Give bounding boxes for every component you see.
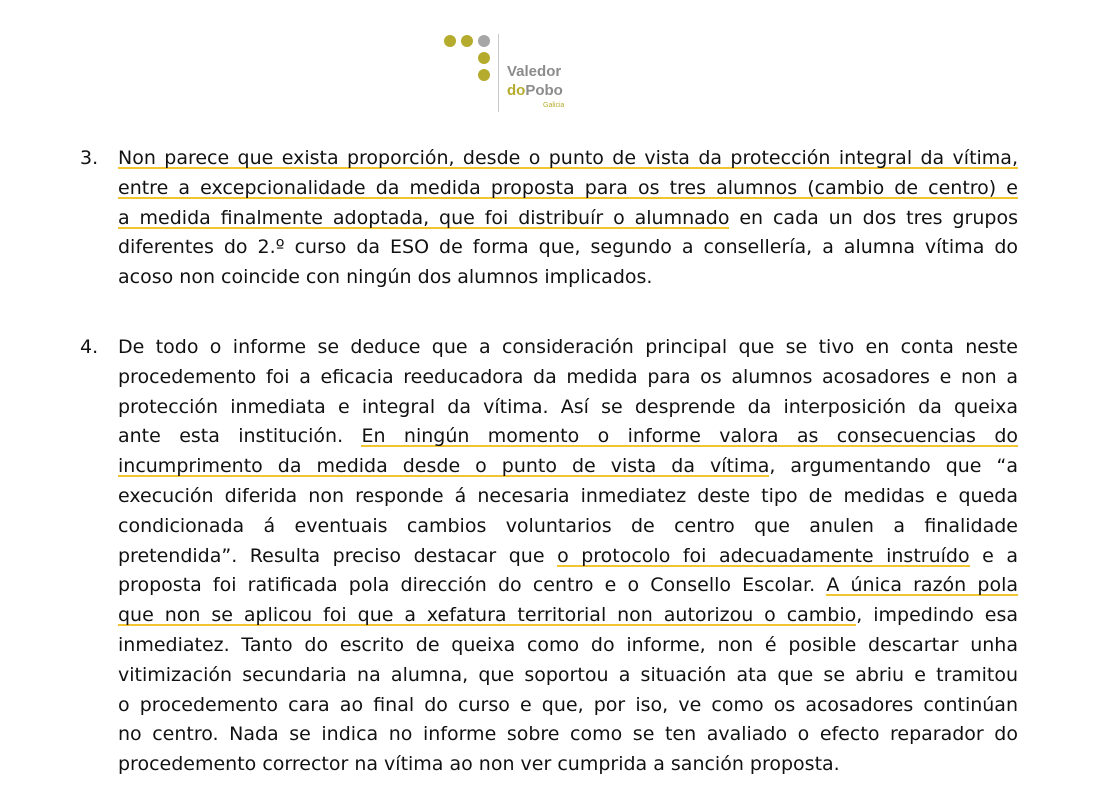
paragraph-item-4 (118, 333, 1018, 780)
paragraph-line (118, 263, 1018, 293)
text-segment: no centro. Nada se indica no informe sobre como se ten avaliado o efecto reparador do (118, 723, 1018, 746)
paragraph-line (118, 601, 1018, 631)
text-segment: , argumentando que “a (769, 455, 1018, 478)
logo-name-pobo: Pobo (525, 82, 563, 99)
paragraph-line (118, 422, 1018, 452)
logo-name-do: do (507, 82, 526, 99)
paragraph-line (118, 571, 1018, 601)
paragraph-line (118, 482, 1018, 512)
logo-dot (444, 35, 456, 47)
paragraph-line (118, 720, 1018, 750)
logo-dot (461, 35, 473, 47)
text-segment: procedemento foi a eficacia reeducadora da medida para os alumnos acosadores e non a (118, 365, 1018, 388)
highlighted-text: que non se aplicou foi que a xefatura territorial non autorizou o cambio (118, 604, 857, 627)
paragraph-line (118, 174, 1018, 204)
text-segment: diferentes do 2.º curso da ESO de forma que, segundo a consellería, a alumna vítima do (118, 236, 1018, 259)
logo-region: Galicia (543, 102, 565, 109)
highlighted-text: a medida finalmente adoptada, que foi distribuír o alumnado (118, 206, 730, 229)
text-segment: De todo o informe se deduce que a consideración principal que se tivo en conta neste (118, 336, 1018, 358)
logo-dot (478, 35, 490, 47)
logo-name-line2 (507, 82, 563, 100)
highlighted-text: incumprimento da medida desde o punto de vista da vítima (118, 455, 770, 478)
paragraph-line (118, 144, 1018, 174)
logo-dot (478, 52, 490, 64)
text-segment: proposta foi ratificada pola dirección do centro e o Consello Escolar. (118, 574, 827, 597)
paragraph-line (118, 512, 1018, 542)
text-segment: inmediatez. Tanto do escrito de queixa como do informe, non é posible descartar unha (118, 633, 1018, 656)
paragraph-line (118, 691, 1018, 721)
paragraph-item-3 (118, 144, 1018, 293)
text-segment: o procedemento cara ao final do curso e que, por iso, ve como os acosadores continúan (118, 693, 1018, 716)
highlighted-text: A única razón pola (826, 574, 1018, 597)
paragraph-line (118, 661, 1018, 691)
logo-divider (498, 34, 499, 112)
highlighted-text: entre a excepcionalidade da medida proposta para os tres alumnos (cambio de centro) e (118, 176, 1018, 199)
paragraph-line (118, 393, 1018, 423)
text-segment: en cada un dos tres grupos (729, 206, 1018, 229)
paragraph-line (118, 452, 1018, 482)
paragraph-line (118, 631, 1018, 661)
text-segment: vitimización secundaria na alumna, que soportou a situación ata que se abriu e tramitou (118, 663, 1018, 686)
text-segment: ante esta institución. (118, 425, 362, 448)
paragraph-line (118, 333, 1018, 363)
text-segment: e a (969, 544, 1018, 567)
text-segment: pretendida”. Resulta preciso destacar que (118, 544, 558, 567)
paragraph-line (118, 204, 1018, 234)
item-number: 3. (80, 147, 99, 169)
text-segment: condicionada á eventuais cambios voluntarios de centro que anulen a finalidade (118, 514, 1018, 537)
text-segment: acoso non coincide con ningún dos alumnos implicados. (118, 266, 653, 289)
item-number: 4. (80, 336, 99, 358)
paragraph-line (118, 233, 1018, 263)
text-segment: execución diferida non responde á necesaria inmediatez deste tipo de medidas e queda (118, 484, 1018, 507)
text-segment: , impedindo esa (856, 604, 1018, 627)
paragraph-line (118, 542, 1018, 572)
paragraph-line (118, 363, 1018, 393)
paragraph-line (118, 750, 1018, 780)
logo-dot (478, 69, 490, 81)
highlighted-text: En ningún momento o informe valora as consecuencias do (361, 425, 1018, 448)
highlighted-text: o protocolo foi adecuadamente instruído (557, 544, 970, 567)
text-segment: protección inmediata e integral da vítima. Así se desprende da interposición da queixa (118, 395, 1018, 418)
logo-name-line1: Valedor (507, 63, 562, 80)
highlighted-text: Non parece que exista proporción, desde o punto de vista da protección integral da vítima, (118, 147, 1018, 169)
text-segment: procedemento corrector na vítima ao non ver cumprida a sanción proposta. (118, 753, 840, 776)
